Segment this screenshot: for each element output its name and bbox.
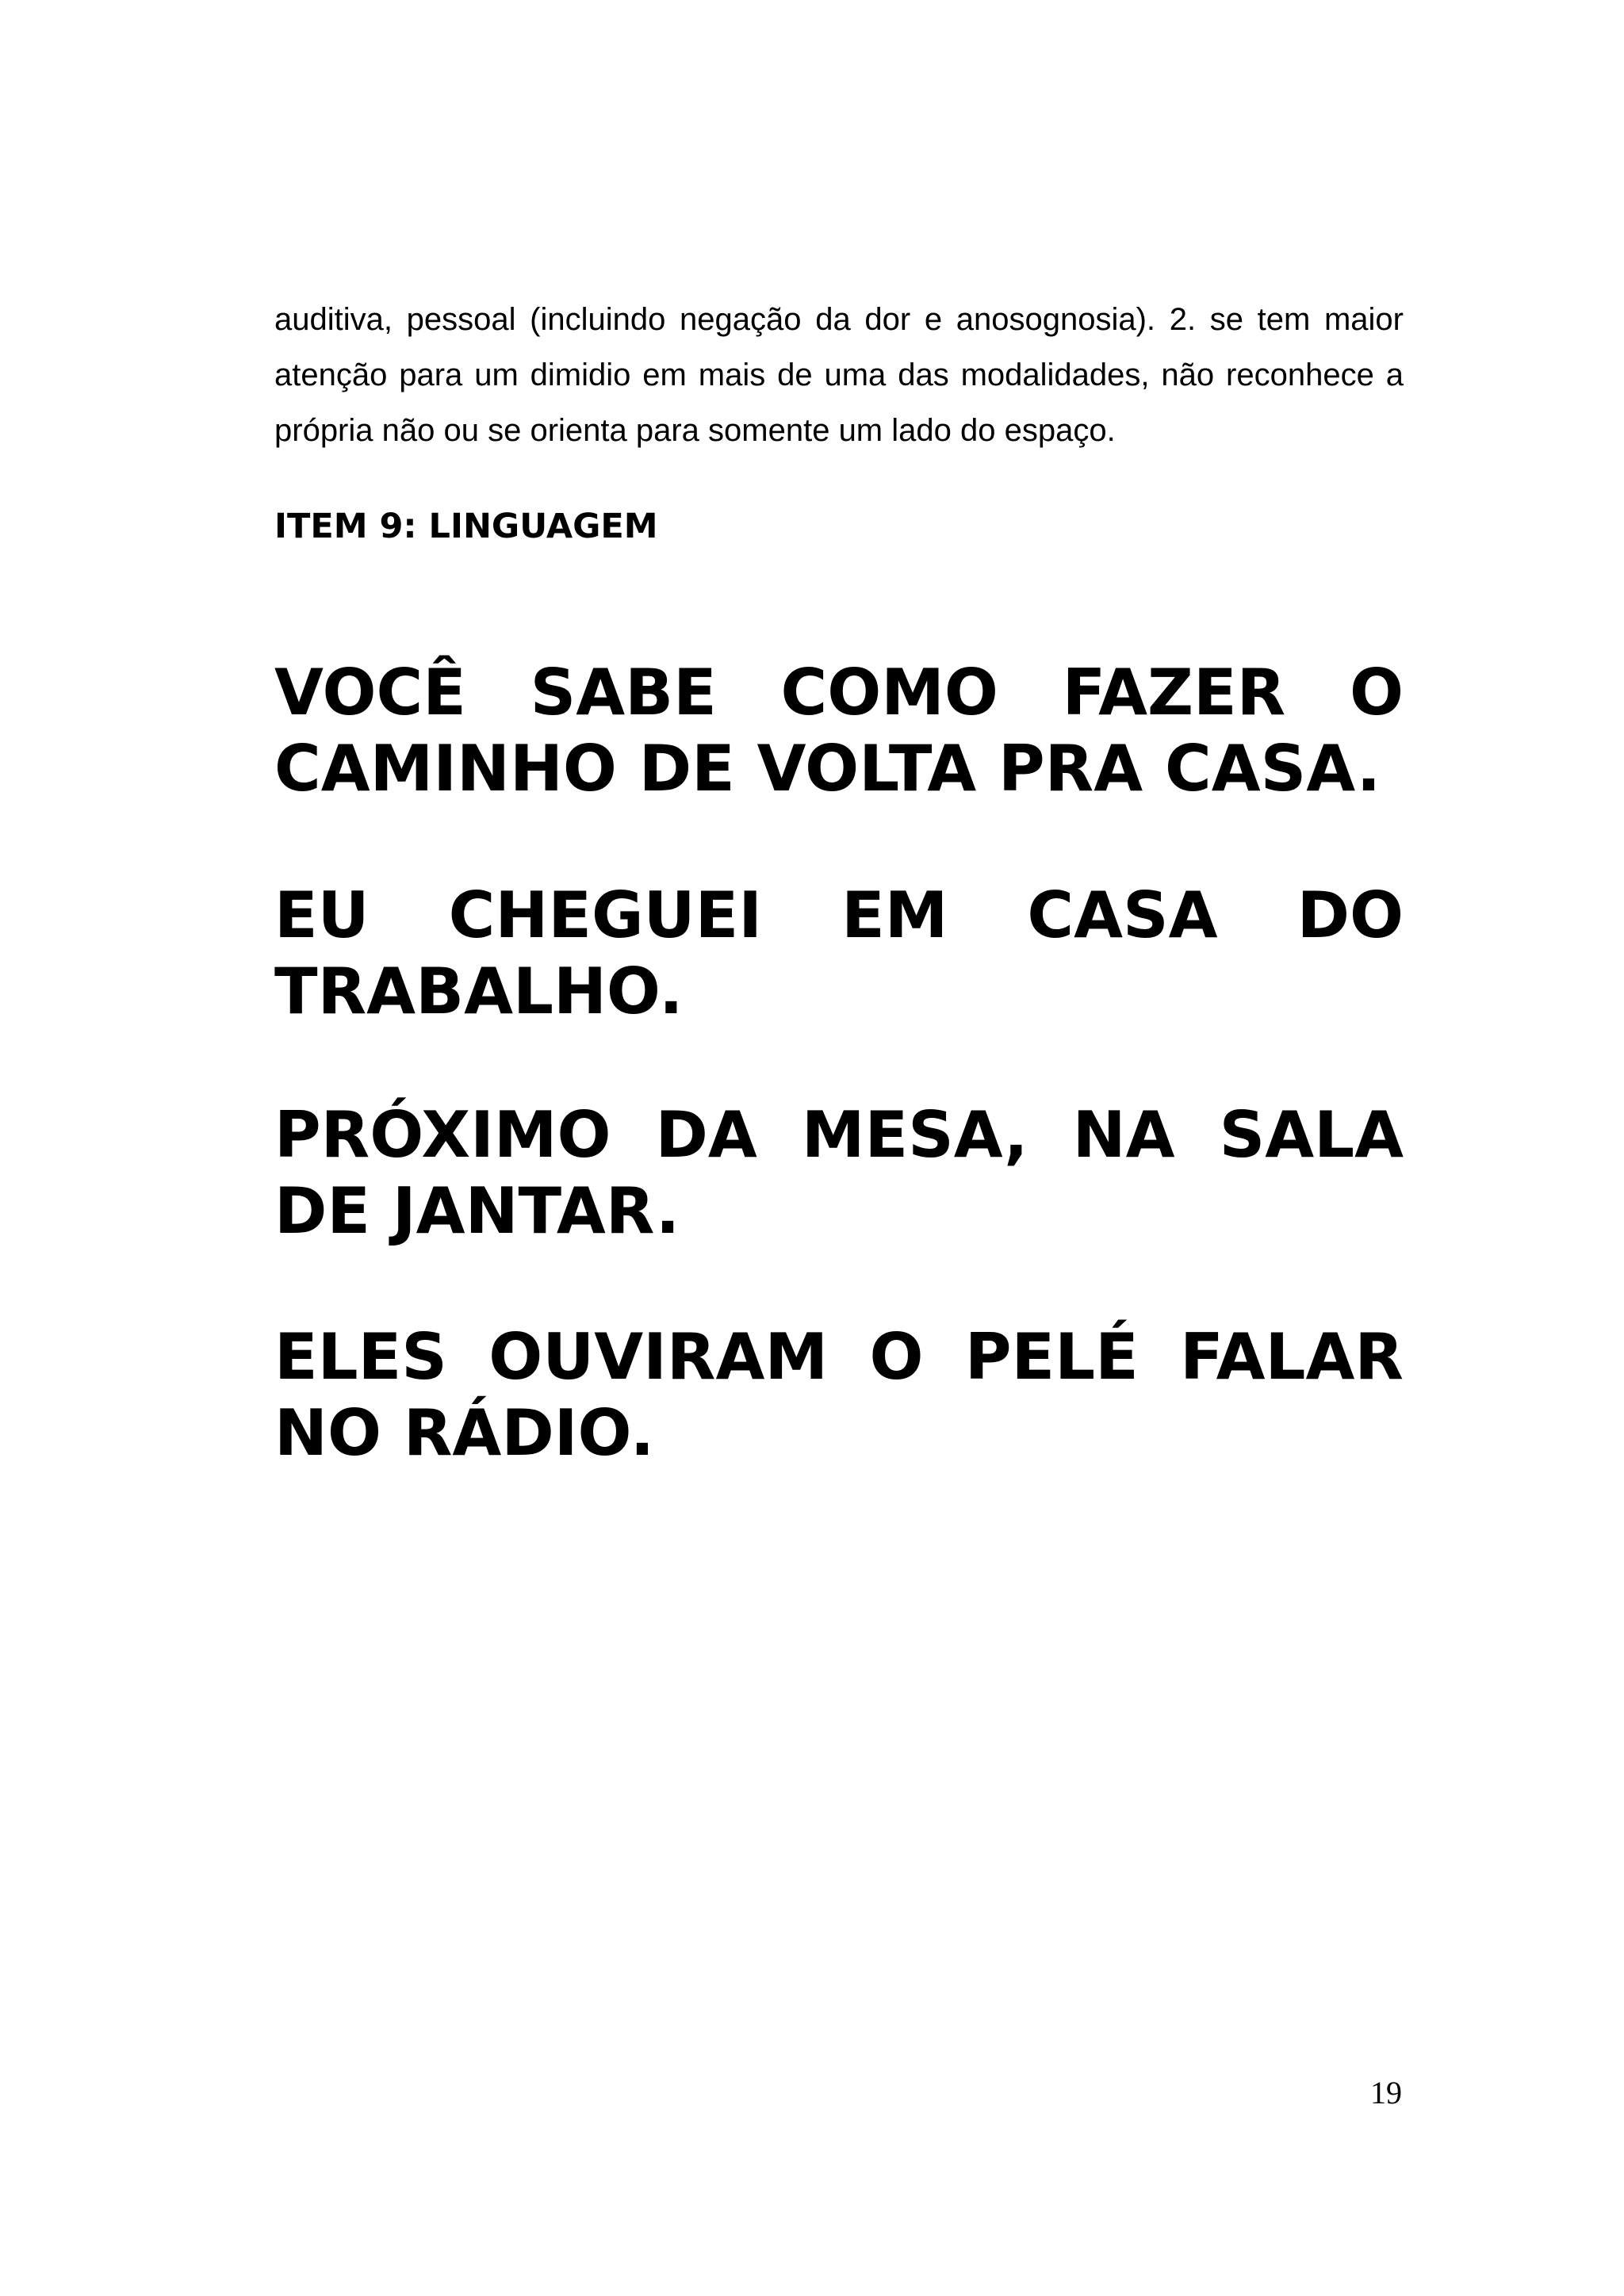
test-sentence-2: EU CHEGUEI EM CASA DO TRABALHO. — [274, 878, 1404, 1028]
test-sentence-3: PRÓXIMO DA MESA, NA SALA DE JANTAR. — [274, 1098, 1404, 1248]
page-number: 19 — [1370, 2075, 1402, 2110]
body-paragraph: auditiva, pessoal (incluindo negação da dor e anosognosia). 2. se tem maior atenção para um dimidio em mais de uma das modalidades, não reconhece a própria não ou se orienta para somente um lado do espaço. — [274, 302, 1404, 448]
section-heading: ITEM 9: LINGUAGEM — [274, 507, 658, 546]
test-sentence-1: VOCÊ SABE COMO FAZER O CAMINHO DE VOLTA PRA CASA. — [274, 656, 1404, 806]
test-sentence-4: ELES OUVIRAM O PELÉ FALAR NO RÁDIO. — [274, 1320, 1404, 1470]
